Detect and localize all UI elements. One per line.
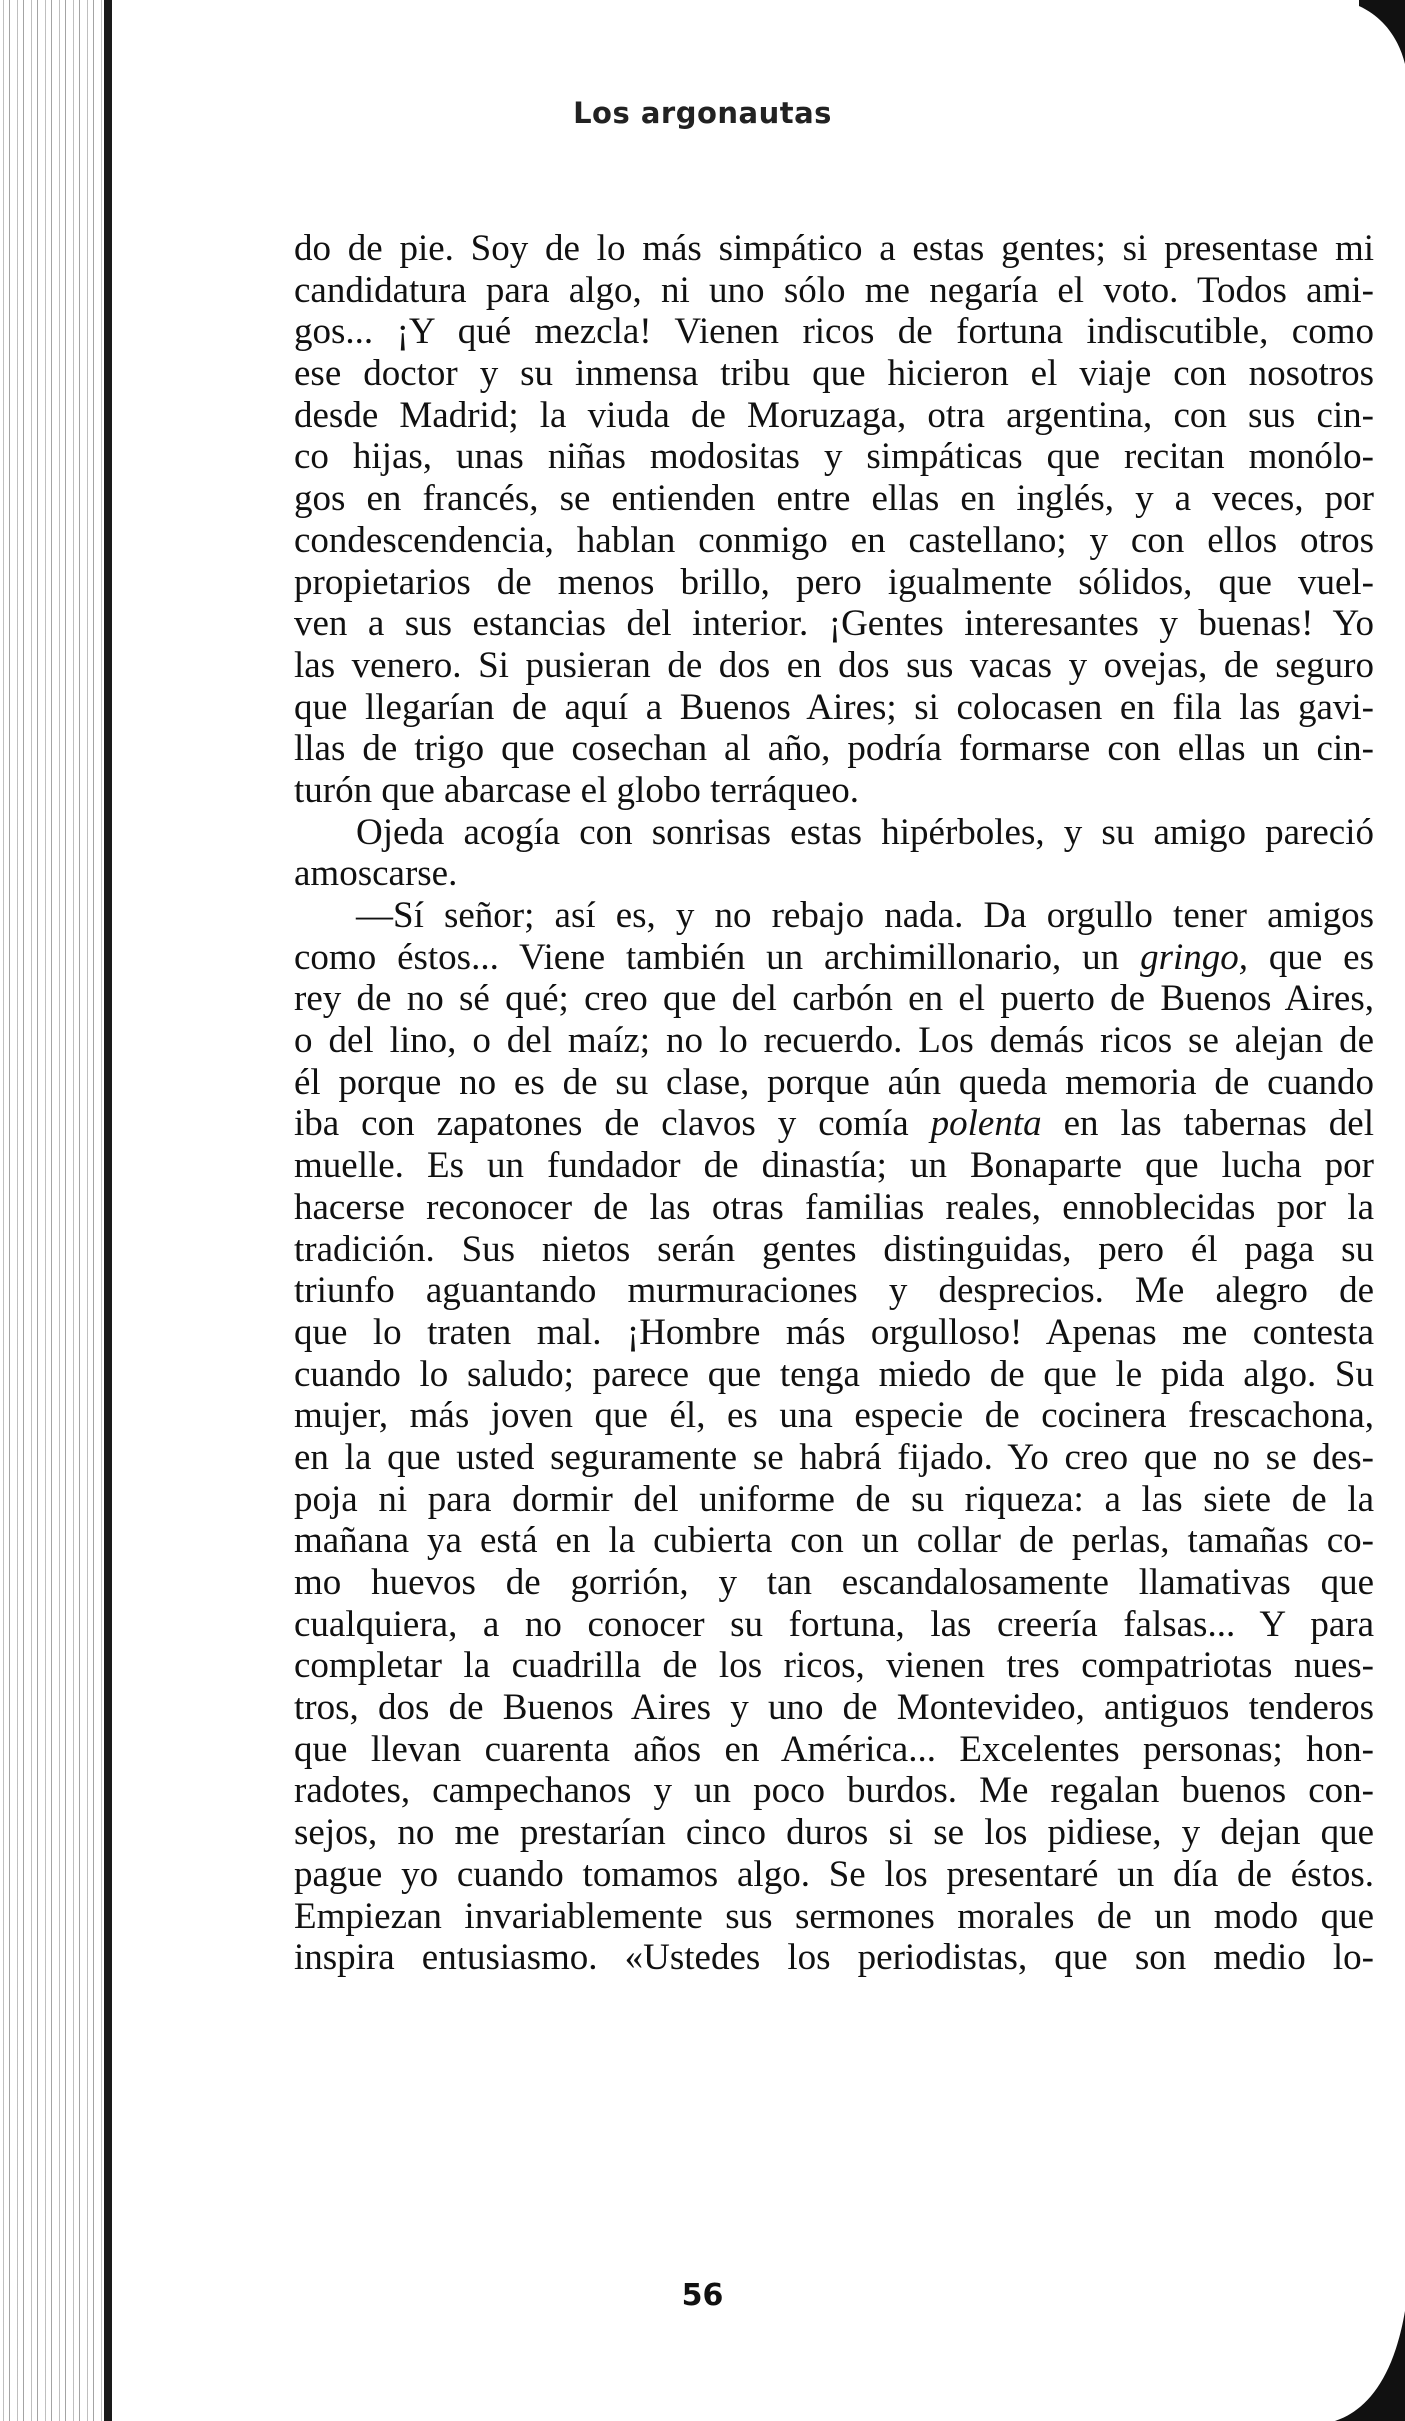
scan-gutter [0, 0, 112, 2421]
text-line: propietarios de menos brillo, pero igualmente sólidos, que vuel- [294, 561, 1374, 603]
text-line: las venero. Si pusieran de dos en dos sus vacas y ovejas, de seguro [294, 644, 1374, 686]
text-line: tradición. Sus nietos serán gentes distinguidas, pero él paga su [294, 1228, 1374, 1270]
text-line: hacerse reconocer de las otras familias reales, ennoblecidas por la [294, 1186, 1374, 1228]
text-line: ven a sus estancias del interior. ¡Gentes interesantes y buenas! Yo [294, 603, 1374, 645]
text-line: gos... ¡Y qué mezcla! Vienen ricos de fortuna indiscutible, como [294, 311, 1374, 353]
text-line: completar la cuadrilla de los ricos, vienen tres compatriotas nues- [294, 1645, 1374, 1687]
text-segment: en las tabernas del [1041, 1103, 1374, 1145]
italic-word: gringo, [1140, 936, 1248, 978]
text-line: Ojeda acogía con sonrisas estas hipérboles, y su amigo pareció [356, 811, 1374, 853]
text-line: radotes, campechanos y un poco burdos. Me regalan buenos con- [294, 1770, 1374, 1812]
text-line: triunfo aguantando murmuraciones y desprecios. Me alegro de [294, 1270, 1374, 1312]
text-line: cuando lo saludo; parece que tenga miedo de que le pida algo. Su [294, 1353, 1374, 1395]
text-line: ese doctor y su inmensa tribu que hicieron el viaje con nosotros [294, 353, 1374, 395]
text-line: poja ni para dormir del uniforme de su riqueza: a las siete de la [294, 1478, 1374, 1520]
italic-word: polenta [930, 1103, 1042, 1145]
page-number: 56 [681, 2278, 724, 2313]
text-line: pague yo cuando tomamos algo. Se los presentaré un día de éstos. [294, 1853, 1374, 1895]
text-line [294, 1103, 1374, 1145]
text-line: co hijas, unas niñas modositas y simpáticas que recitan monólo- [294, 436, 1374, 478]
text-line: —Sí señor; así es, y no rebajo nada. Da orgullo tener amigos [356, 895, 1374, 936]
text-segment: como éstos... Viene también un archimillonario, un [294, 936, 1141, 978]
text-segment: iba con zapatones de clavos y comía [294, 1103, 931, 1145]
text-line: Empiezan invariablemente sus sermones morales de un modo que [294, 1895, 1374, 1937]
text-line: tros, dos de Buenos Aires y uno de Montevideo, antiguos tenderos [294, 1687, 1374, 1729]
text-line: llas de trigo que cosechan al año, podría formarse con ellas un cin- [294, 728, 1374, 770]
text-line: condescendencia, hablan conmigo en castellano; y con ellos otros [294, 519, 1374, 561]
scan-corner-bottom [1335, 2311, 1405, 2421]
text-line: sejos, no me prestarían cinco duros si se los pidiese, y dejan que [294, 1812, 1374, 1854]
text-line [294, 937, 1374, 979]
text-line: gos en francés, se entienden entre ellas en inglés, y a veces, por [294, 478, 1374, 520]
text-line: amoscarse. [294, 853, 458, 895]
body-text [294, 228, 1374, 1979]
text-line: en la que usted seguramente se habrá fijado. Yo creo que no se des- [294, 1436, 1374, 1478]
text-line: mo huevos de gorrión, y tan escandalosamente llamativas que [294, 1562, 1374, 1603]
scan-corner-top [1359, 0, 1405, 64]
text-line: candidatura para algo, ni uno sólo me negaría el voto. Todos ami- [294, 269, 1374, 311]
running-head: Los argonautas [573, 96, 832, 130]
text-line: mujer, más joven que él, es una especie de cocinera frescachona, [294, 1395, 1374, 1437]
text-line: o del lino, o del maíz; no lo recuerdo. Los demás ricos se alejan de [294, 1020, 1374, 1062]
text-line: rey de no sé qué; creo que del carbón en el puerto de Buenos Aires, [294, 978, 1374, 1020]
text-line: muelle. Es un fundador de dinastía; un Bonaparte que lucha por [294, 1145, 1374, 1187]
text-line: cualquiera, a no conocer su fortuna, las creería falsas... Y para [294, 1603, 1374, 1645]
text-line: que lo traten mal. ¡Hombre más orgulloso! Apenas me contesta [294, 1311, 1374, 1353]
scan-gutter-edge [104, 0, 112, 2421]
text-segment: que es [1248, 936, 1374, 978]
text-line: desde Madrid; la viuda de Moruzaga, otra argentina, con sus cin- [294, 394, 1374, 436]
text-line: que llegarían de aquí a Buenos Aires; si colocasen en fila las gavi- [294, 686, 1374, 728]
text-line: do de pie. Soy de lo más simpático a estas gentes; si presentase mi [294, 228, 1374, 269]
text-line: que llevan cuarenta años en América... Excelentes personas; hon- [294, 1728, 1374, 1770]
text-line: turón que abarcase el globo terráqueo. [294, 769, 860, 811]
text-line: mañana ya está en la cubierta con un collar de perlas, tamañas co- [294, 1520, 1374, 1562]
text-line: inspira entusiasmo. «Ustedes los periodistas, que son medio lo- [294, 1937, 1374, 1979]
text-line: él porque no es de su clase, porque aún queda memoria de cuando [294, 1061, 1374, 1103]
